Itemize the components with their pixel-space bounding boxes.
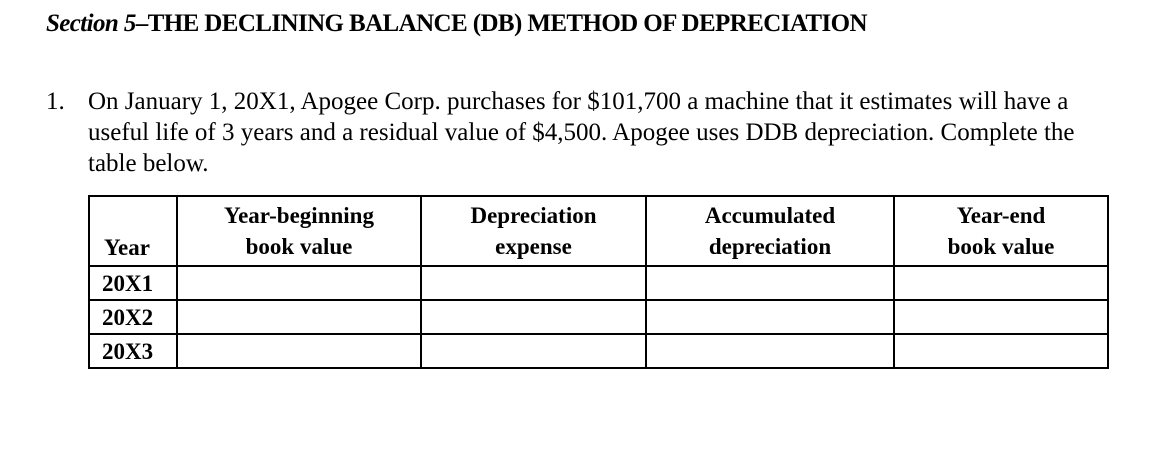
year-end-cell[interactable] xyxy=(894,334,1108,368)
depreciation-cell[interactable] xyxy=(421,334,646,368)
year-beginning-cell[interactable] xyxy=(177,334,421,368)
heading-dash: – xyxy=(135,10,148,37)
table-row xyxy=(89,300,1108,334)
depreciation-table xyxy=(88,195,1109,369)
year-end-cell[interactable] xyxy=(894,300,1108,334)
problem-text: On January 1, 20X1, Apogee Corp. purchases for $101,700 a machine that it estimates will have a useful life of 3 years and a residual value of $4,500. Apogee uses DDB depreciation. Complete the table below. xyxy=(88,88,1075,177)
header-depreciation-expense: Depreciation expense xyxy=(421,196,646,266)
problem-1 xyxy=(46,86,1136,179)
header-accumulated-depreciation: Accumulated depreciation xyxy=(646,196,894,266)
table-row xyxy=(89,334,1108,368)
accumulated-cell[interactable] xyxy=(646,300,894,334)
accumulated-cell[interactable] xyxy=(646,334,894,368)
section-heading xyxy=(46,10,867,38)
header-year-end-book-value: Year-end book value xyxy=(894,196,1108,266)
year-cell: 20X2 xyxy=(89,300,177,334)
heading-title: THE DECLINING BALANCE (DB) METHOD OF DEPRECIATION xyxy=(147,10,867,37)
year-cell: 20X3 xyxy=(89,334,177,368)
accumulated-cell[interactable] xyxy=(646,266,894,300)
depreciation-cell[interactable] xyxy=(421,300,646,334)
header-year: Year xyxy=(89,196,177,266)
year-end-cell[interactable] xyxy=(894,266,1108,300)
year-beginning-cell[interactable] xyxy=(177,300,421,334)
table-row xyxy=(89,266,1108,300)
section-label: Section 5 xyxy=(46,10,136,37)
header-year-beginning-book-value: Year-beginning book value xyxy=(177,196,421,266)
depreciation-cell[interactable] xyxy=(421,266,646,300)
table-header-row xyxy=(89,196,1108,266)
year-beginning-cell[interactable] xyxy=(177,266,421,300)
year-cell: 20X1 xyxy=(89,266,177,300)
problem-number: 1. xyxy=(46,88,65,115)
